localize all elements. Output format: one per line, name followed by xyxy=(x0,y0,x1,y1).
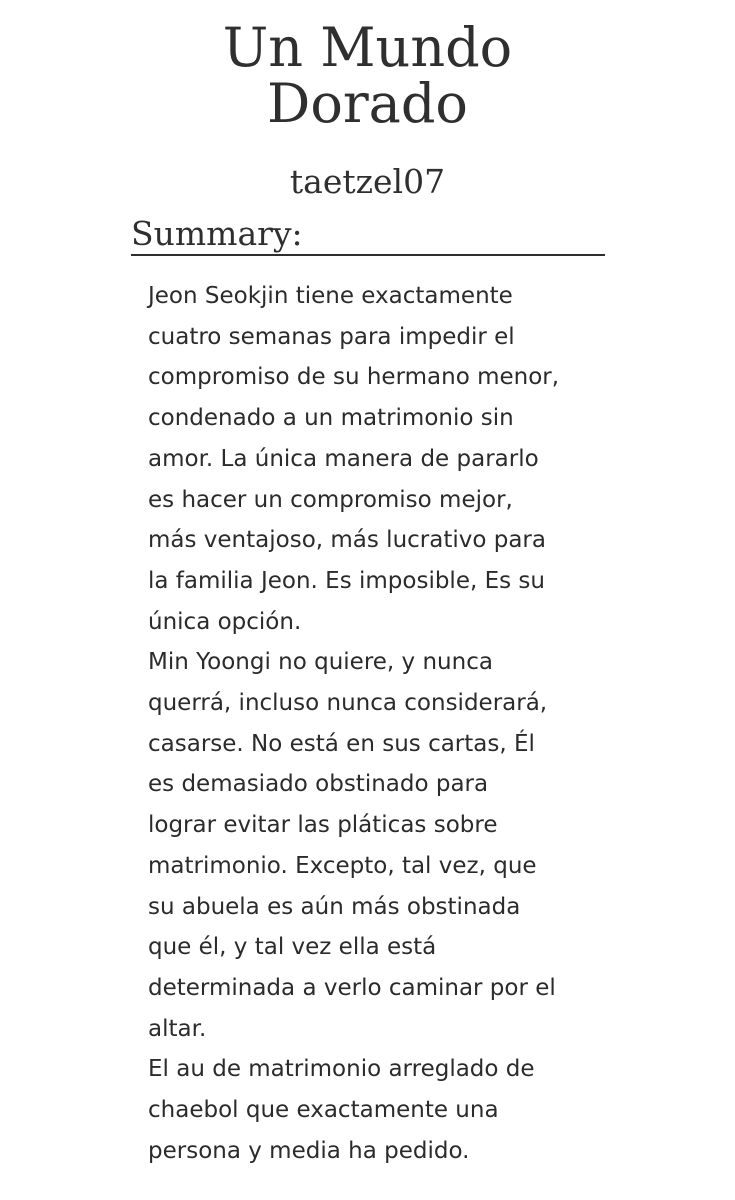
summary-line: Jeon Seokjin tiene exactamente xyxy=(148,283,513,309)
summary-line: más ventajoso, más lucrativo para xyxy=(148,527,546,554)
summary-line: es demasiado obstinado para xyxy=(148,771,489,798)
summary-line: determinada a verlo caminar por el xyxy=(148,974,556,1001)
summary-line: El au de matrimonio arreglado de xyxy=(148,1056,535,1083)
summary-divider xyxy=(131,254,605,256)
summary-line: la familia Jeon. Es imposible, Es su xyxy=(148,567,545,594)
author-name: taetzel07 xyxy=(289,162,446,201)
summary-line: altar. xyxy=(148,1015,207,1042)
summary-heading: Summary: xyxy=(131,214,303,253)
summary-line: Min Yoongi no quiere, y nunca xyxy=(148,649,493,676)
summary-line: que él, y tal vez ella está xyxy=(148,934,437,961)
summary-line: única opción. xyxy=(148,608,302,635)
summary-text xyxy=(148,276,588,1171)
summary-line: es hacer un compromiso mejor, xyxy=(148,486,513,513)
summary-line: lograr evitar las pláticas sobre xyxy=(148,812,498,839)
summary-line: amor. La única manera de pararlo xyxy=(148,445,539,472)
summary-line: chaebol que exactamente una xyxy=(148,1097,499,1124)
summary-line: matrimonio. Excepto, tal vez, que xyxy=(148,852,537,879)
summary-line: querrá, incluso nunca considerará, xyxy=(148,690,548,717)
summary-line: condenado a un matrimonio sin xyxy=(148,405,514,432)
summary-line: casarse. No está en sus cartas, Él xyxy=(148,730,535,757)
work-title-line: Un Mundo xyxy=(222,16,513,79)
work-title xyxy=(0,16,735,135)
summary-line: cuatro semanas para impedir el xyxy=(148,323,515,350)
summary-line: compromiso de su hermano menor, xyxy=(148,364,560,391)
work-title-line: Dorado xyxy=(267,72,468,135)
summary-line: persona y media ha pedido. xyxy=(148,1137,470,1164)
summary-line: su abuela es aún más obstinada xyxy=(148,893,521,920)
